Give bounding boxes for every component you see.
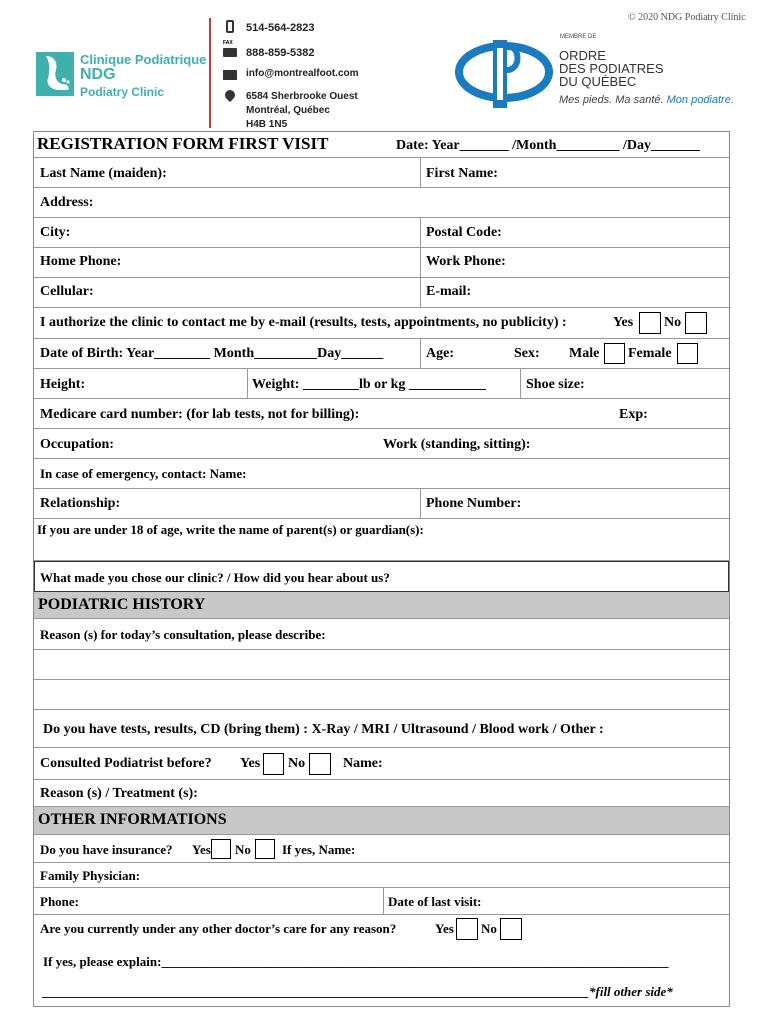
first-name-field[interactable]: First Name:: [426, 166, 498, 181]
weight-field[interactable]: Weight: ________lb or kg ___________: [252, 377, 486, 392]
reason-line-2[interactable]: [34, 680, 729, 710]
name-row: [34, 158, 729, 188]
authorize-no-checkbox[interactable]: [685, 312, 707, 334]
divider: [520, 369, 521, 399]
other-doctor-yes-label: Yes: [435, 921, 454, 936]
insurance-label: Do you have insurance?: [40, 842, 173, 857]
emergency-row: [34, 459, 729, 489]
podiatric-history-title: PODIATRIC HISTORY: [38, 596, 206, 613]
age-field[interactable]: Age:: [426, 346, 454, 361]
occupation-row: [34, 429, 729, 459]
explain-field[interactable]: If yes, please explain:______________________________________________________________________________: [43, 954, 669, 969]
male-label: Male: [569, 346, 600, 361]
fax-icon: [223, 40, 237, 57]
ordre-tag1: Mes pieds. Ma santé.: [559, 94, 664, 106]
address-field[interactable]: Address:: [40, 195, 94, 210]
other-doctor-row: [34, 915, 729, 945]
location-pin-icon: [223, 88, 237, 102]
podiatric-history-header: [34, 592, 729, 619]
ordre-line1: ORDRE: [559, 48, 606, 63]
consulted-no-checkbox[interactable]: [309, 753, 331, 775]
height-row: [34, 369, 729, 399]
phone-icon: [226, 20, 234, 33]
address-row: [34, 188, 729, 218]
postal-code-field[interactable]: Postal Code:: [426, 225, 502, 240]
divider: [247, 369, 248, 399]
guardian-field[interactable]: If you are under 18 of age, write the name of parent(s) or guardian(s):: [37, 522, 424, 537]
phone-row: [34, 248, 729, 278]
other-doctor-no-checkbox[interactable]: [500, 918, 522, 940]
title-row: [34, 132, 729, 158]
copyright: © 2020 NDG Podiatry Clinic: [628, 12, 746, 23]
other-doctor-no-label: No: [481, 921, 497, 936]
authorize-label: I authorize the clinic to contact me by e-mail (results, tests, appointments, no publicity) :: [40, 315, 567, 330]
ordre-tag2: Mon podiatre.: [666, 94, 734, 106]
emergency-phone-field[interactable]: Phone Number:: [426, 496, 522, 511]
contact-address2: Montréal, Québec: [246, 105, 330, 116]
consulted-yes-label: Yes: [240, 756, 261, 771]
reason-treatment-field[interactable]: Reason (s) / Treatment (s):: [40, 786, 198, 801]
contact-block: [222, 18, 422, 133]
ordre-logo: [455, 34, 745, 114]
other-info-title: OTHER INFORMATIONS: [38, 811, 227, 828]
other-doctor-yes-checkbox[interactable]: [456, 918, 478, 940]
clinic-logo: [36, 52, 206, 102]
city-row: [34, 218, 729, 248]
ordre-tagline: [559, 94, 734, 106]
medicare-row: [34, 399, 729, 429]
fill-other-side-note[interactable]: ____________________________________________________________________________________*fill other side*: [43, 984, 673, 999]
authorize-no-label: No: [664, 315, 682, 330]
physician-row: [34, 863, 729, 888]
emergency-contact-field[interactable]: In case of emergency, contact: Name:: [40, 466, 247, 481]
ordre-line2: DES PODIATRES: [559, 61, 664, 76]
fax-icon-label: FAX: [223, 40, 233, 46]
consulted-label: Consulted Podiatrist before?: [40, 756, 212, 771]
work-type-field[interactable]: Work (standing, sitting):: [383, 437, 531, 452]
divider: [420, 248, 421, 278]
clinic-name-line2: NDG: [80, 66, 116, 83]
foot-icon: [36, 52, 74, 96]
insurance-yes-checkbox[interactable]: [211, 839, 231, 859]
exp-field[interactable]: Exp:: [619, 407, 648, 422]
insurance-no-checkbox[interactable]: [255, 839, 275, 859]
contact-fax: 888-859-5382: [246, 47, 315, 59]
cellular-field[interactable]: Cellular:: [40, 284, 94, 299]
last-visit-field[interactable]: Date of last visit:: [388, 894, 482, 909]
reason-field[interactable]: Reason (s) for today’s consultation, please describe:: [40, 627, 326, 642]
work-phone-field[interactable]: Work Phone:: [426, 254, 506, 269]
shoe-size-field[interactable]: Shoe size:: [526, 377, 585, 392]
last-name-field[interactable]: Last Name (maiden):: [40, 166, 167, 181]
insurance-name-field[interactable]: If yes, Name:: [282, 842, 356, 857]
height-field[interactable]: Height:: [40, 377, 86, 392]
divider: [420, 218, 421, 248]
consulted-no-label: No: [288, 756, 306, 771]
registration-form: [33, 131, 730, 1007]
contact-email: info@montrealfoot.com: [246, 68, 359, 79]
treatment-row: [34, 780, 729, 807]
ordre-line3: DU QUÉBEC: [559, 74, 637, 89]
hear-about-field[interactable]: What made you chose our clinic? / How did you hear about us?: [40, 570, 390, 585]
authorize-row: [34, 308, 729, 339]
ordre-member: MEMBRE DE: [560, 34, 597, 40]
tests-row: [34, 710, 729, 748]
relationship-row: [34, 489, 729, 519]
physician-phone-row: [34, 888, 729, 915]
email-icon: [223, 70, 237, 80]
city-field[interactable]: City:: [40, 225, 71, 240]
dob-field[interactable]: Date of Birth: Year________ Month_________Day______: [40, 346, 384, 361]
female-label: Female: [628, 346, 672, 361]
occupation-field[interactable]: Occupation:: [40, 437, 114, 452]
female-checkbox[interactable]: [677, 343, 698, 364]
consulted-yes-checkbox[interactable]: [263, 753, 284, 775]
contact-address3: H4B 1N5: [246, 119, 288, 130]
date-field[interactable]: Date: Year_______ /Month_________ /Day_______: [396, 138, 700, 153]
consulted-row: [34, 748, 729, 780]
family-physician-field[interactable]: Family Physician:: [40, 868, 141, 883]
reason-row: [34, 619, 729, 650]
divider: [420, 489, 421, 519]
contact-phone: 514-564-2823: [246, 22, 315, 34]
insurance-row: [34, 835, 729, 863]
podiatrist-name-field[interactable]: Name:: [343, 756, 383, 771]
cell-row: [34, 278, 729, 308]
ordre-emblem-icon: [455, 38, 553, 110]
authorize-yes-label: Yes: [613, 315, 634, 330]
clinic-name-line3: Podiatry Clinic: [80, 85, 165, 99]
insurance-no-label: No: [235, 842, 251, 857]
physician-phone-field[interactable]: Phone:: [40, 894, 79, 909]
divider: [420, 158, 421, 188]
form-title: REGISTRATION FORM FIRST VISIT: [37, 134, 329, 153]
reason-line-1[interactable]: [34, 650, 729, 680]
other-doctor-label: Are you currently under any other doctor’s care for any reason?: [40, 921, 397, 936]
other-info-header: [34, 807, 729, 835]
relationship-field[interactable]: Relationship:: [40, 496, 121, 511]
insurance-yes-label: Yes: [192, 842, 211, 857]
authorize-yes-checkbox[interactable]: [639, 312, 661, 334]
dob-row: [34, 339, 729, 369]
guardian-row: [34, 519, 729, 561]
header-divider: [209, 18, 211, 128]
contact-address1: 6584 Sherbrooke Ouest: [246, 91, 358, 102]
divider: [420, 278, 421, 308]
chose-row: [34, 561, 729, 592]
divider: [420, 339, 421, 369]
sex-label: Sex:: [514, 346, 540, 361]
tests-field[interactable]: Do you have tests, results, CD (bring them) : X-Ray / MRI / Ultrasound / Blood work / Other :: [43, 722, 604, 737]
clinic-name-line1: Clinique Podiatrique: [80, 52, 207, 67]
home-phone-field[interactable]: Home Phone:: [40, 254, 122, 269]
medicare-field[interactable]: Medicare card number: (for lab tests, not for billing):: [40, 407, 360, 422]
male-checkbox[interactable]: [604, 343, 625, 364]
divider: [383, 888, 384, 915]
email-field[interactable]: E-mail:: [426, 284, 472, 299]
